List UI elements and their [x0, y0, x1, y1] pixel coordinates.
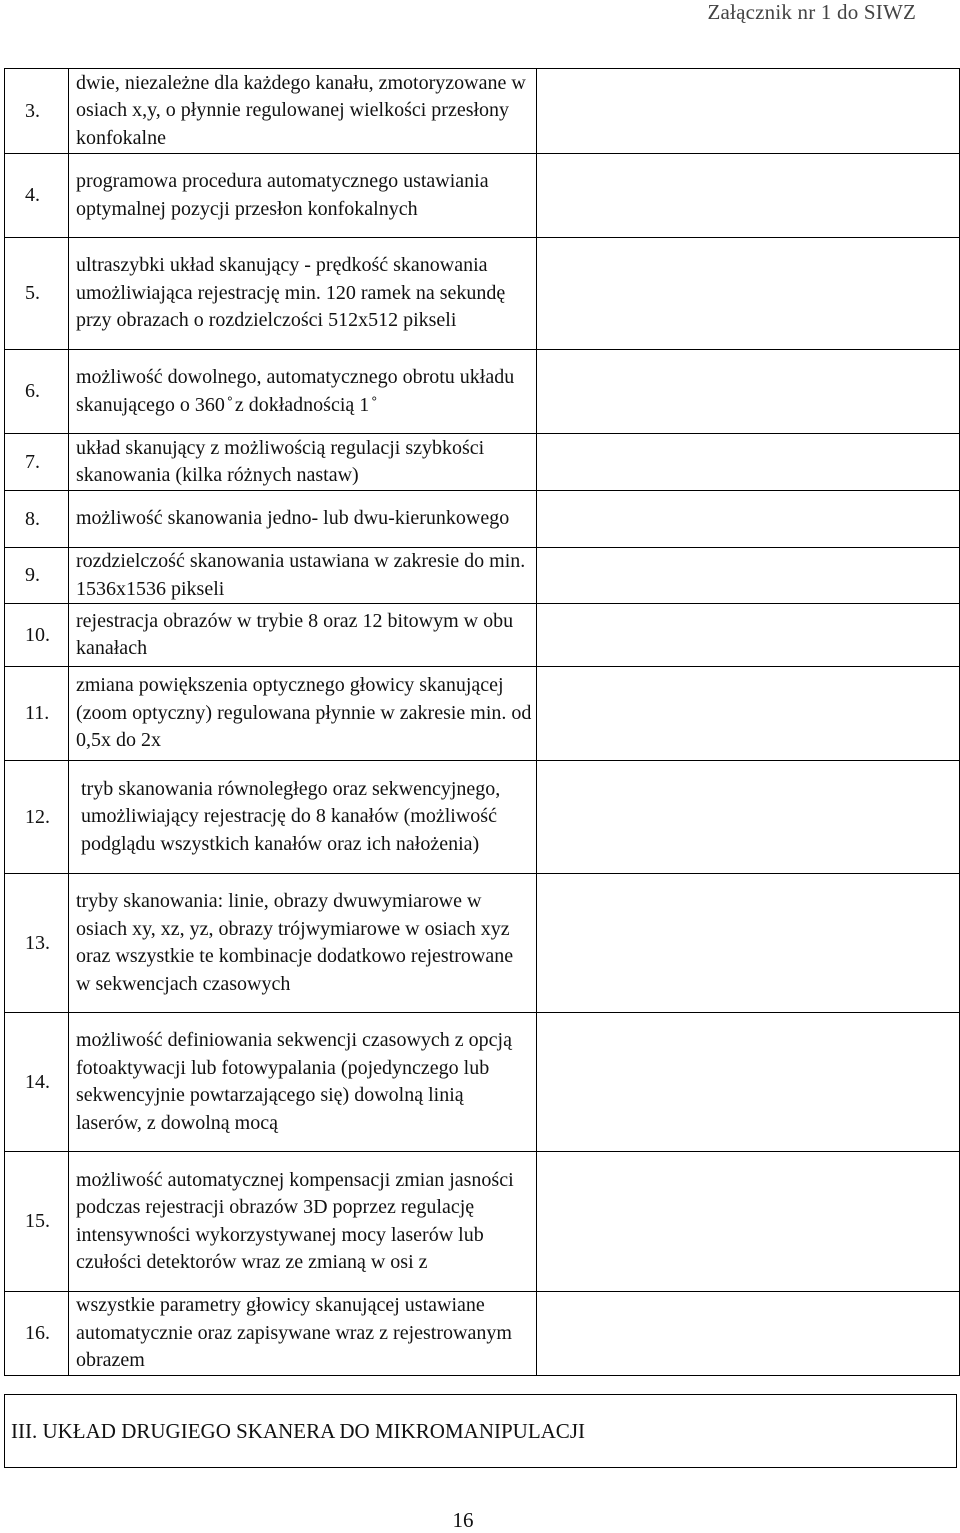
- row-number: 16.: [5, 1292, 69, 1376]
- row-value-cell[interactable]: [537, 761, 960, 874]
- row-value-cell[interactable]: [537, 667, 960, 761]
- section-title: III. UKŁAD DRUGIEGO SKANERA DO MIKROMANIPULACJI: [11, 1419, 585, 1443]
- row-value-cell[interactable]: [537, 69, 960, 154]
- row-number: 7.: [5, 434, 69, 491]
- row-number: 5.: [5, 238, 69, 350]
- row-number: 10.: [5, 604, 69, 667]
- table-row: [5, 604, 960, 667]
- row-number: 4.: [5, 154, 69, 238]
- table-row: [5, 1292, 960, 1376]
- row-description: możliwość definiowania sekwencji czasowych z opcją fotoaktywacji lub fotowypalania (pojedynczego lub sekwencyjnie powtarzającego się) dowolną linią laserów, z dowolną mocą: [69, 1013, 537, 1152]
- table-row: [5, 491, 960, 548]
- row-description: tryby skanowania: linie, obrazy dwuwymiarowe w osiach xy, xz, yz, obrazy trójwymiarowe w osiach xyz oraz wszystkie te kombinacje dodatkowo rejestrowane w sekwencjach czasowych: [69, 874, 537, 1013]
- row-value-cell[interactable]: [537, 350, 960, 434]
- row-description: rejestracja obrazów w trybie 8 oraz 12 bitowym w obu kanałach: [69, 604, 537, 667]
- row-value-cell[interactable]: [537, 1152, 960, 1292]
- row-number: 9.: [5, 548, 69, 604]
- row-value-cell[interactable]: [537, 491, 960, 548]
- row-description: dwie, niezależne dla każdego kanału, zmotoryzowane w osiach x,y, o płynnie regulowanej wielkości przesłony konfokalne: [69, 69, 537, 154]
- table-row: [5, 1152, 960, 1292]
- row-number: 15.: [5, 1152, 69, 1292]
- table-row: [5, 874, 960, 1013]
- row-value-cell[interactable]: [537, 434, 960, 491]
- annex-header: Załącznik nr 1 do SIWZ: [707, 0, 916, 24]
- table-row: [5, 548, 960, 604]
- row-description: układ skanujący z możliwością regulacji szybkości skanowania (kilka różnych nastaw): [69, 434, 537, 491]
- row-description: programowa procedura automatycznego ustawiania optymalnej pozycji przesłon konfokalnych: [69, 154, 537, 238]
- row-number: 13.: [5, 874, 69, 1013]
- row-number: 14.: [5, 1013, 69, 1152]
- row-description: możliwość automatycznej kompensacji zmian jasności podczas rejestracji obrazów 3D poprzez regulację intensywności wykorzystywanej mocy laserów lub czułości detektorów wraz ze zmianą w osi z: [69, 1152, 537, 1292]
- specification-table: [4, 68, 960, 1376]
- table-row: [5, 350, 960, 434]
- row-description: możliwość skanowania jedno- lub dwu-kierunkowego: [69, 491, 537, 548]
- table-row: [5, 761, 960, 874]
- section-heading-box: [4, 1394, 957, 1468]
- table-row: [5, 238, 960, 350]
- row-number: 8.: [5, 491, 69, 548]
- row-description: rozdzielczość skanowania ustawiana w zakresie do min. 1536x1536 pikseli: [69, 548, 537, 604]
- row-description: wszystkie parametry głowicy skanującej ustawiane automatycznie oraz zapisywane wraz z rejestrowanym obrazem: [69, 1292, 537, 1376]
- row-number: 6.: [5, 350, 69, 434]
- row-value-cell[interactable]: [537, 154, 960, 238]
- row-value-cell[interactable]: [537, 548, 960, 604]
- row-description: ultraszybki układ skanujący - prędkość skanowania umożliwiająca rejestrację min. 120 ramek na sekundę przy obrazach o rozdzielczości 512x512 pikseli: [69, 238, 537, 350]
- page-number: 16: [452, 1508, 474, 1532]
- row-value-cell[interactable]: [537, 238, 960, 350]
- table-row: [5, 154, 960, 238]
- row-description: możliwość dowolnego, automatycznego obrotu układu skanującego o 360 ̊ z dokładnością 1 ̊: [69, 350, 537, 434]
- row-value-cell[interactable]: [537, 874, 960, 1013]
- row-value-cell[interactable]: [537, 604, 960, 667]
- row-number: 11.: [5, 667, 69, 761]
- table-row: [5, 1013, 960, 1152]
- row-number: 12.: [5, 761, 69, 874]
- row-number: 3.: [5, 69, 69, 154]
- table-row: [5, 434, 960, 491]
- row-description: zmiana powiększenia optycznego głowicy skanującej (zoom optyczny) regulowana płynnie w zakresie min. od 0,5x do 2x: [69, 667, 537, 761]
- row-value-cell[interactable]: [537, 1013, 960, 1152]
- table-row: [5, 667, 960, 761]
- table-row: [5, 69, 960, 154]
- row-value-cell[interactable]: [537, 1292, 960, 1376]
- row-description: tryb skanowania równoległego oraz sekwencyjnego, umożliwiający rejestrację do 8 kanałów (możliwość podglądu wszystkich kanałów oraz ich nałożenia): [69, 761, 537, 874]
